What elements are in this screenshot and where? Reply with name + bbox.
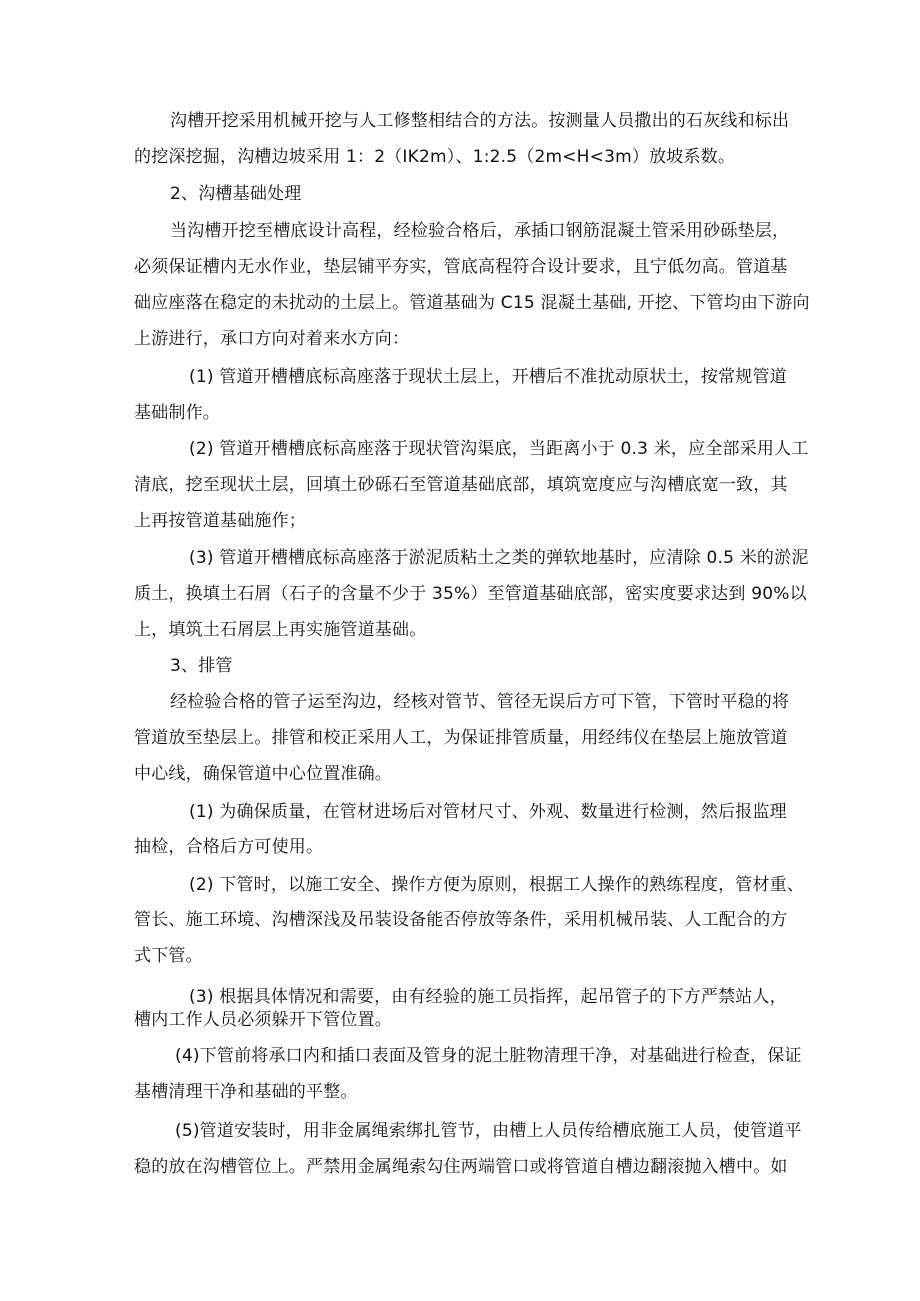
list-item-line: 管长、施工环境、沟槽深浅及吊装设备能否停放等条件，采用机械吊装、人工配合的方 [134, 910, 788, 930]
list-item-line: 质土，换填土石屑（石子的含量不少于 35%）至管道基础底部，密实度要求达到 90%以 [134, 584, 807, 604]
paragraph-line: 管道放至垫层上。排管和校正采用人工，为保证排管质量，用经纬仪在垫层上施放管道 [134, 728, 788, 748]
list-item-line: (5)管道安装时，用非金属绳索绑扎管节，由槽上人员传给槽底施工人员，使管道平 [175, 1121, 802, 1141]
list-item-line: (3) 管道开槽槽底标高座落于淤泥质粘土之类的弹软地基时，应清除 0.5 米的淤泥 [189, 548, 809, 568]
list-item-line: 式下管。 [134, 946, 203, 966]
paragraph-line: 的挖深挖掘，沟槽边坡采用 1：2（IK2m）、1:2.5（2m<H<3m）放坡系数。 [134, 147, 736, 167]
list-item-line: (1) 管道开槽槽底标高座落于现状土层上，开槽后不准扰动原状土，按常规管道 [189, 367, 787, 387]
paragraph-line: 经检验合格的管子运至沟边，经核对管节、管径无误后方可下管，下管时平稳的将 [170, 692, 790, 712]
list-item-line: 清底，挖至现状土层，回填土砂砾石至管道基础底部，填筑宽度应与沟槽底宽一致，其 [134, 475, 788, 495]
paragraph-line: 当沟槽开挖至槽底设计高程，经检验合格后，承插口钢筋混凝土管采用砂砾垫层， [170, 221, 790, 241]
paragraph-line: 必须保证槽内无水作业，垫层铺平夯实，管底高程符合设计要求，且宁低勿高。管道基 [134, 257, 788, 277]
paragraph-line: 础应座落在稳定的未扰动的土层上。管道基础为 C15 混凝土基础, 开挖、下管均由下游向 [134, 293, 810, 313]
list-item-line: 基础制作。 [134, 403, 220, 423]
list-item-line: (3) 根据具体情况和需要，由有经验的施工员指挥，起吊管子的下方严禁站人， [189, 987, 787, 1007]
list-item-line: 基槽清理干净和基础的平整。 [134, 1082, 358, 1102]
list-item-line: (4)下管前将承口内和插口表面及管身的泥土脏物清理干净，对基础进行检查，保证 [175, 1046, 802, 1066]
paragraph-line: 沟槽开挖采用机械开挖与人工修整相结合的方法。按测量人员撒出的石灰线和标出 [170, 111, 790, 131]
section-heading: 2、沟槽基础处理 [170, 184, 302, 204]
paragraph-line: 中心线，确保管道中心位置准确。 [134, 764, 392, 784]
list-item-line: 稳的放在沟槽管位上。严禁用金属绳索勾住两端管口或将管道自槽边翻滚抛入槽中。如 [134, 1157, 788, 1177]
list-item-line: 槽内工作人员必须躲开下管位置。 [134, 1010, 392, 1030]
paragraph-line: 上游进行，承口方向对着来水方向： [134, 329, 410, 349]
list-item-line: (1) 为确保质量，在管材进场后对管材尺寸、外观、数量进行检测，然后报监理 [189, 802, 787, 822]
list-item-line: (2) 下管时，以施工安全、操作方便为原则，根据工人操作的熟练程度，管材重、 [189, 875, 805, 895]
list-item-line: (2) 管道开槽槽底标高座落于现状管沟渠底，当距离小于 0.3 米，应全部采用人工 [189, 439, 809, 459]
list-item-line: 上再按管道基础施作； [134, 511, 306, 531]
list-item-line: 抽检，合格后方可使用。 [134, 837, 324, 857]
list-item-line: 上，填筑土石屑层上再实施管道基础。 [134, 620, 427, 640]
section-heading: 3、排管 [170, 656, 233, 676]
